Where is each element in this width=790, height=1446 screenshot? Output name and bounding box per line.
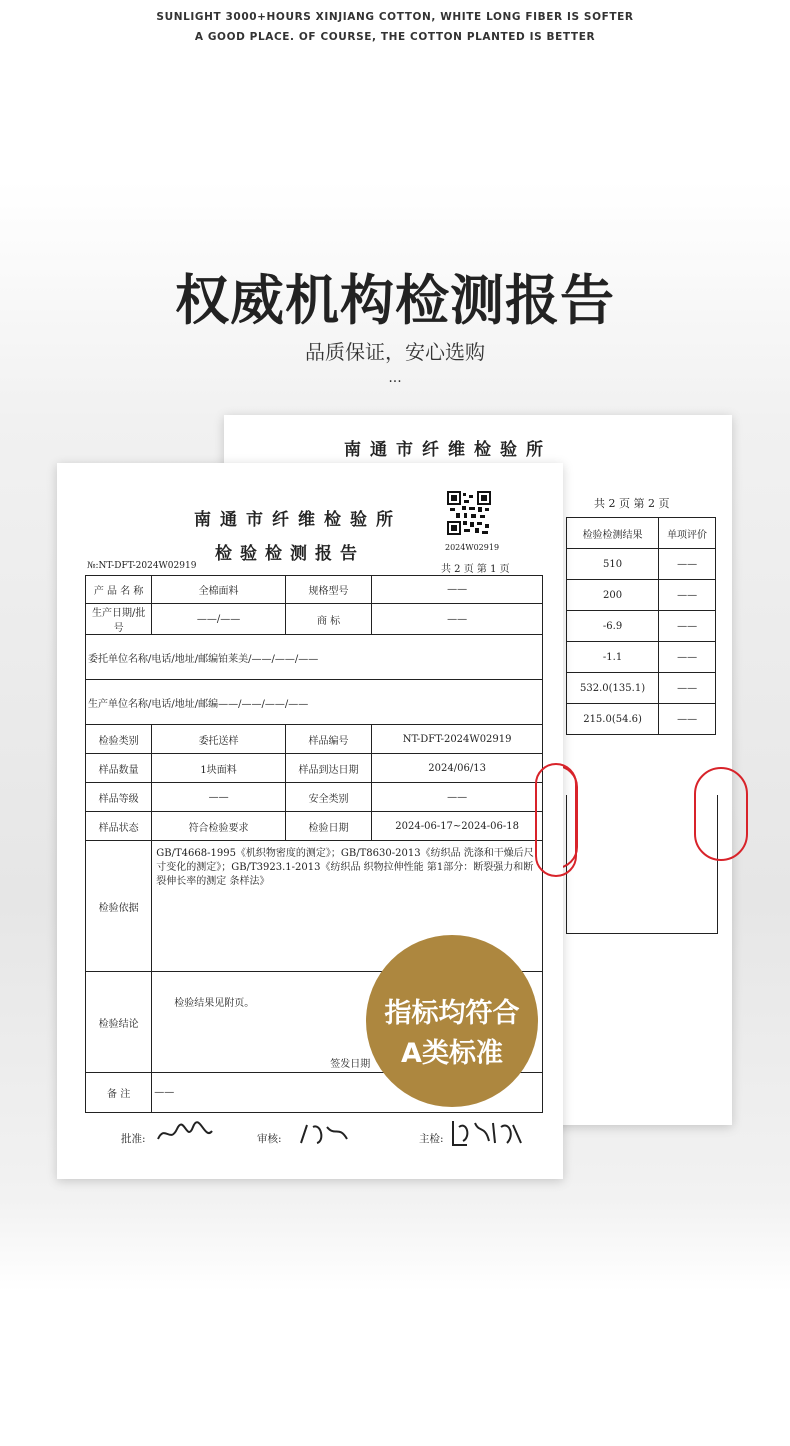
brand-value: ——	[372, 604, 543, 635]
result-cell: 200	[567, 580, 659, 611]
col-header-result: 检验检测结果	[567, 518, 659, 549]
spec-label: 规格型号	[285, 576, 371, 604]
qr-caption: 2024W02919	[445, 543, 500, 552]
eval-cell: ——	[659, 642, 716, 673]
maker-value: ——/——/——/——	[218, 698, 309, 710]
arrival-label: 样品到达日期	[285, 754, 371, 783]
eval-cell: ——	[659, 673, 716, 704]
page-subtitle: 品质保证，安心选购	[305, 340, 485, 364]
client-value: 铂莱美/——/——/——	[218, 653, 319, 665]
maker-row	[86, 680, 543, 725]
safety-value: ——	[372, 783, 543, 812]
eval-cell: ——	[659, 704, 716, 735]
arrival-value: 2024/06/13	[372, 754, 543, 783]
result-cell: -1.1	[567, 642, 659, 673]
red-seal-stamp-front	[535, 763, 577, 877]
eval-cell: ——	[659, 580, 716, 611]
result-cell: 532.0(135.1)	[567, 673, 659, 704]
review-signature-icon	[297, 1119, 353, 1149]
category-value: 委托送样	[152, 725, 286, 754]
test-date-value: 2024-06-17~2024-06-18	[372, 812, 543, 841]
report-number: №:NT-DFT-2024W02919	[87, 561, 197, 571]
date-label: 生产日期/批号	[86, 604, 152, 635]
basis-label: 检验依据	[86, 841, 152, 972]
issue-date-label: 签发日期	[330, 1059, 371, 1070]
result-cell: 510	[567, 549, 659, 580]
review-label: 审核:	[257, 1133, 282, 1145]
test-date-label: 检验日期	[285, 812, 371, 841]
category-label: 检验类别	[86, 725, 152, 754]
maker-label: 生产单位名称/电话/地址/邮编	[88, 698, 219, 710]
front-page-number: 共 2 页 第 1 页	[441, 564, 510, 575]
client-row	[86, 635, 543, 680]
approve-label: 批准:	[121, 1133, 146, 1145]
standard-badge	[366, 935, 538, 1107]
main-inspector-signature-icon	[449, 1117, 525, 1149]
ellipsis: ...	[388, 370, 402, 386]
report-title: 检验检测报告	[215, 544, 365, 564]
product-name-value: 全棉面料	[152, 576, 286, 604]
red-seal-stamp	[694, 767, 748, 861]
spec-value: ——	[372, 576, 543, 604]
basis-value: GB/T4668-1995《机织物密度的测定》；GB/T8630-2013《纺织品 洗涤和干燥后尺寸变化的测定》；GB/T3923.1-2013《纺织品 织物拉伸性能 第1部分：断裂强力和断裂伸长率的测定 条样法》	[152, 841, 543, 972]
state-value: 符合检验要求	[152, 812, 286, 841]
remark-value: ——	[152, 1073, 543, 1113]
grade-label: 样品等级	[86, 783, 152, 812]
eval-cell: ——	[659, 611, 716, 642]
sample-no-label: 样品编号	[285, 725, 371, 754]
grade-value: ——	[152, 783, 286, 812]
date-value: ——/——	[152, 604, 286, 635]
qty-value: 1块面料	[152, 754, 286, 783]
col-header-eval: 单项评价	[659, 518, 716, 549]
main-inspector-label: 主检:	[419, 1133, 444, 1145]
conclusion-value: 检验结果见附页。	[174, 998, 255, 1009]
qr-code-icon	[447, 491, 491, 543]
back-page-number: 共 2 页 第 2 页	[594, 497, 670, 510]
state-label: 样品状态	[86, 812, 152, 841]
page-title: 权威机构检测报告	[175, 269, 615, 332]
tagline-line1: SUNLIGHT 3000+HOURS XINJIANG COTTON, WHITE LONG FIBER IS SOFTER	[156, 11, 634, 23]
result-cell: -6.9	[567, 611, 659, 642]
badge-line1: 指标均符合	[384, 998, 520, 1029]
results-table	[566, 517, 716, 735]
approve-signature-icon	[155, 1119, 215, 1149]
tagline-line2: A GOOD PLACE. OF COURSE, THE COTTON PLANTED IS BETTER	[194, 31, 596, 43]
badge-line2: A类标准	[401, 1038, 503, 1069]
front-org-name: 南通市纤维检验所	[194, 510, 402, 530]
eval-cell: ——	[659, 549, 716, 580]
client-label: 委托单位名称/电话/地址/邮编	[88, 653, 219, 665]
sample-no-value: NT-DFT-2024W02919	[372, 725, 543, 754]
product-name-label: 产 品 名 称	[86, 576, 152, 604]
back-org-name: 南通市纤维检验所	[344, 440, 552, 460]
result-cell: 215.0(54.6)	[567, 704, 659, 735]
conclusion-label: 检验结论	[86, 972, 152, 1073]
safety-label: 安全类别	[285, 783, 371, 812]
brand-label: 商 标	[285, 604, 371, 635]
qty-label: 样品数量	[86, 754, 152, 783]
remark-label: 备 注	[86, 1073, 152, 1113]
